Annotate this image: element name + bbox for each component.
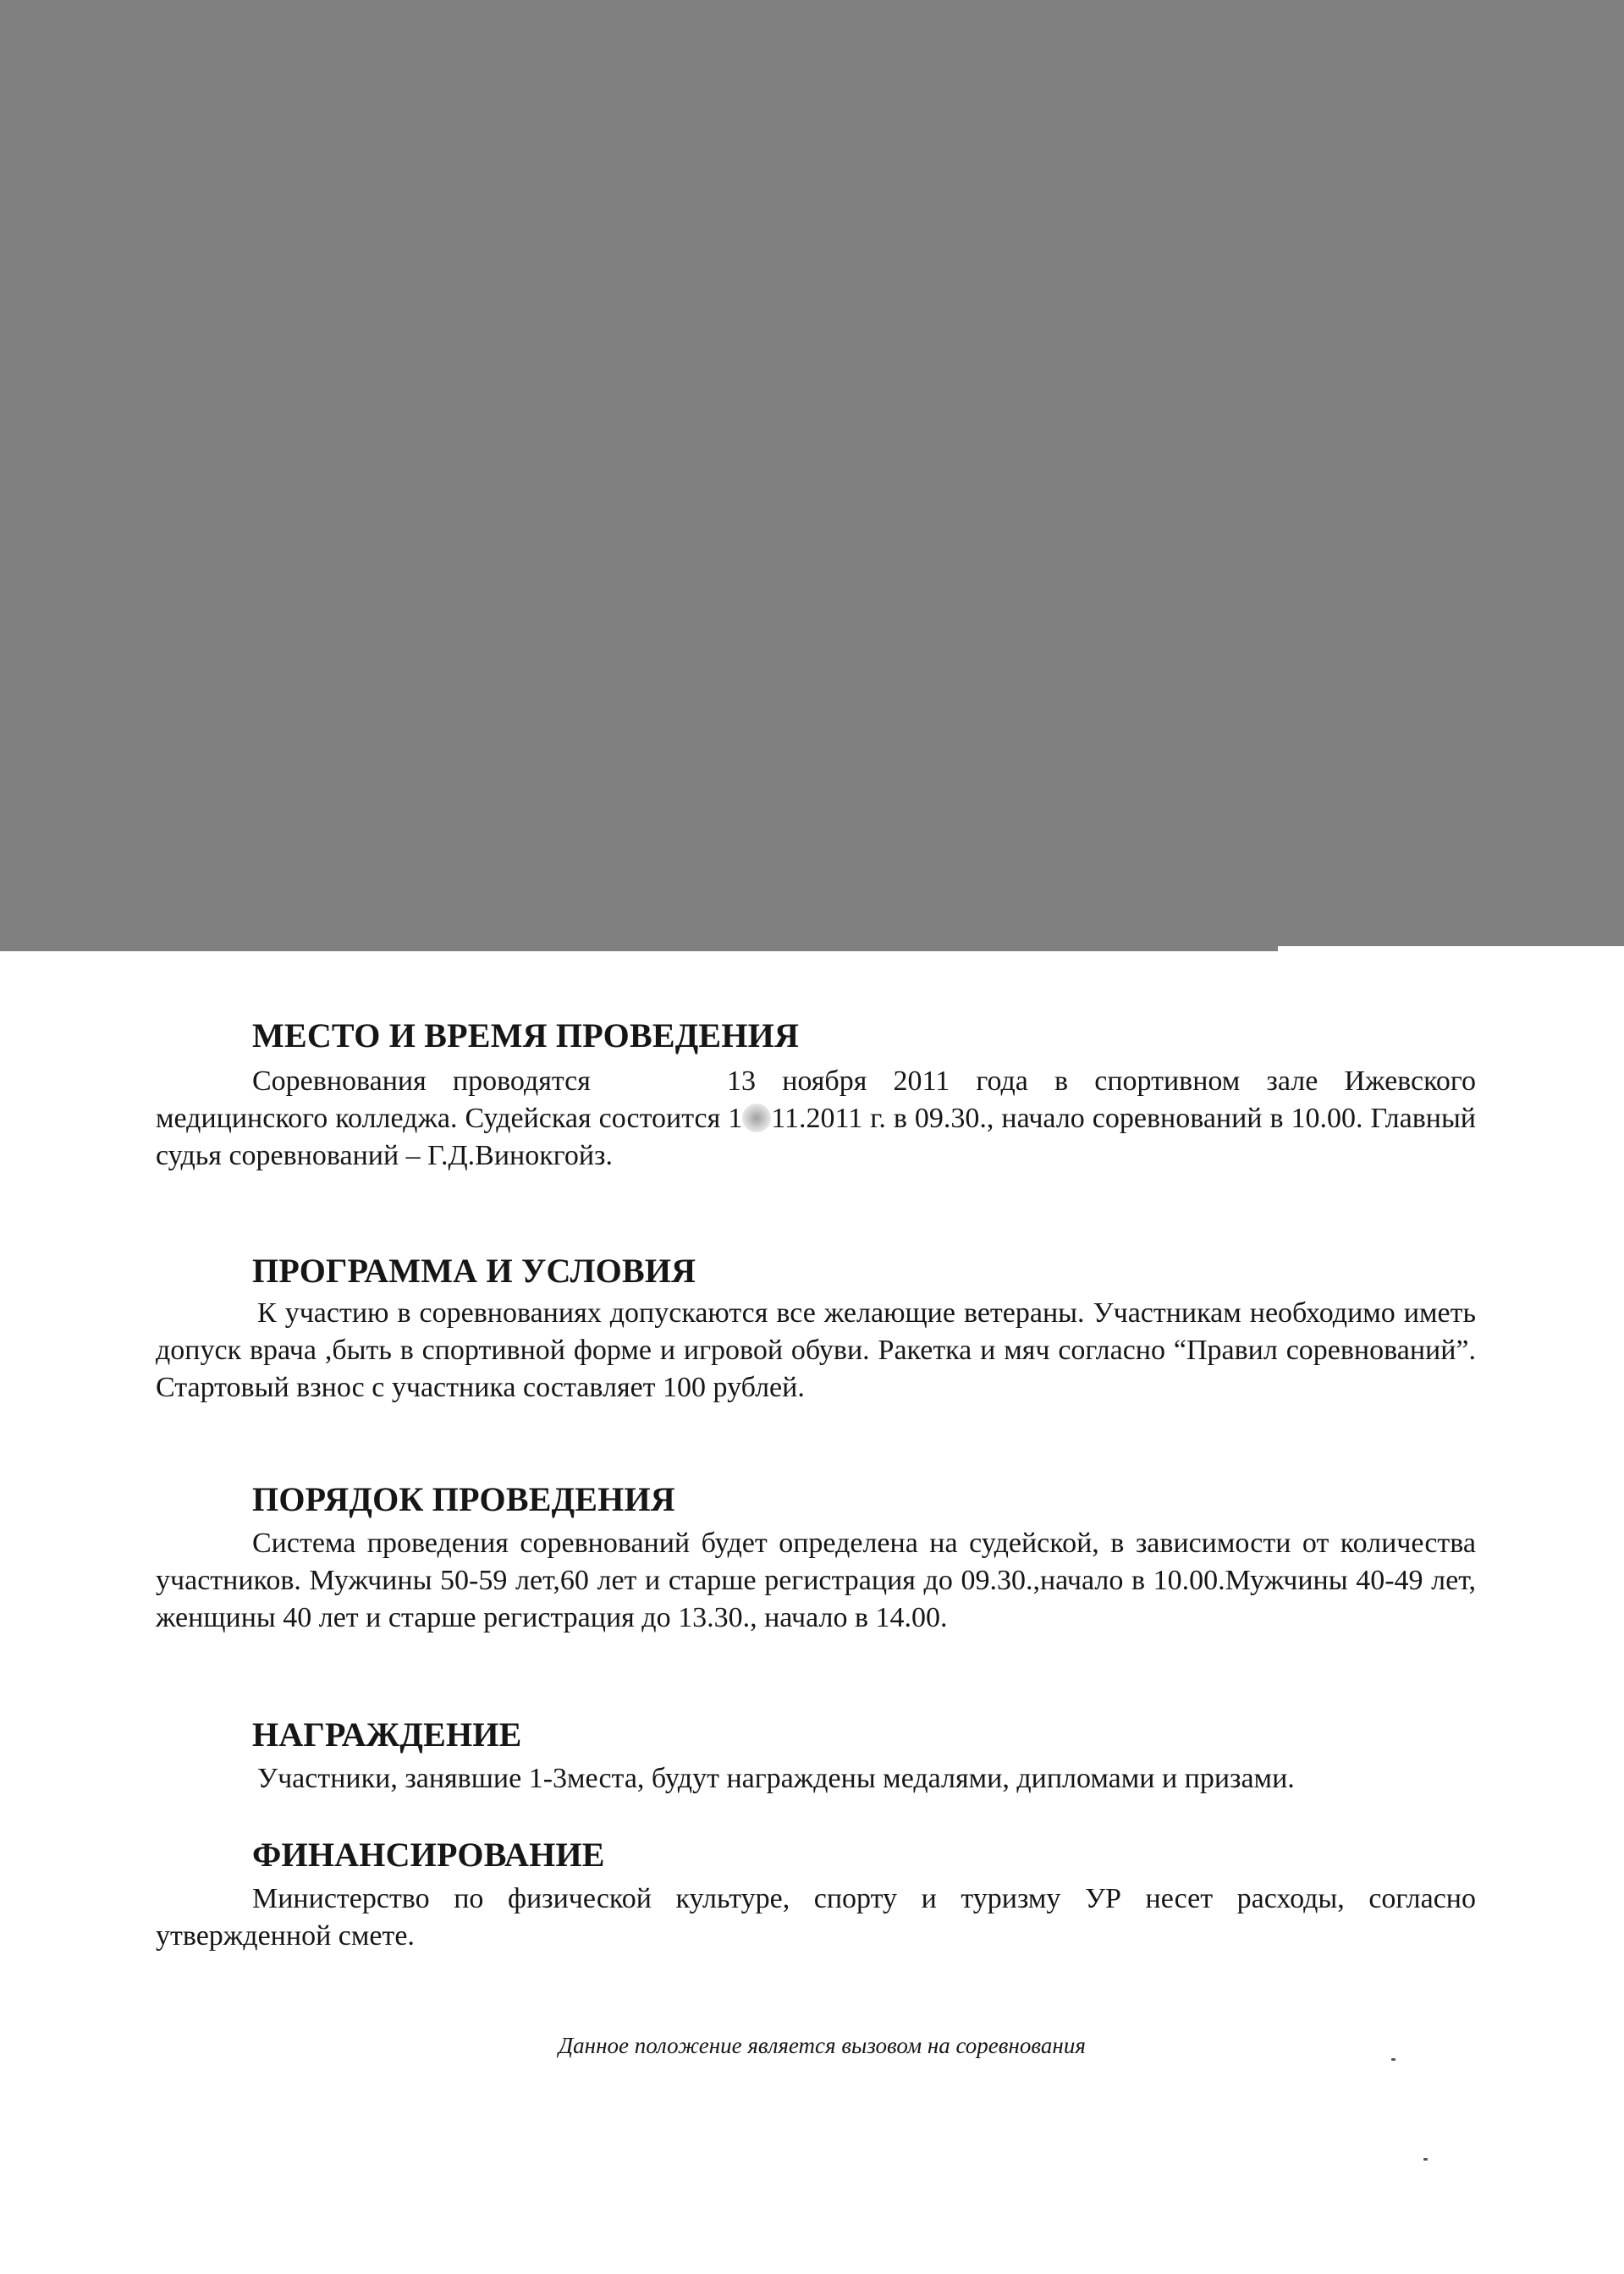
section-paragraph: Система проведения соревнований будет определена на судейской, в зависимости от количества участников. Мужчины 50-59 лет,60 лет и старше регистрация до 09.30.,начало в 10.00.Мужчины 40-49 лет, женщины 40 лет и старше регистрация до 13.30., начало в 14.00. [156, 1528, 1476, 1633]
section-paragraph: Участники, занявшие 1-3места, будут награждены медалями, дипломами и призами. [257, 1763, 1295, 1794]
scan-speck [1423, 2158, 1428, 2161]
section-heading: ФИНАНСИРОВАНИЕ [252, 1836, 605, 1874]
section-heading: ПРОГРАММА И УСЛОВИЯ [252, 1252, 696, 1290]
section-heading: НАГРАЖДЕНИЕ [252, 1715, 522, 1754]
section-paragraph: Министерство по физической культуре, спорту и туризму УР несет расходы, согласно утвержденной смете. [156, 1883, 1476, 1952]
redaction-edge [1278, 946, 1624, 951]
scan-speck [1391, 2058, 1396, 2061]
paragraph-text: Соревнования проводятся [252, 1065, 591, 1097]
ink-blot [742, 1104, 771, 1132]
paragraph-text: 11.2011 г. в 09.30., начало соревнований в 10.00. Главный судья соревнований – Г.Д.Винокгойз. [156, 1103, 1476, 1171]
redacted-area [0, 0, 1624, 951]
section-paragraph: К участию в соревнованиях допускаются все желающие ветераны. Участникам необходимо иметь допуск врача ,быть в спортивной форме и игровой обуви. Ракетка и мяч согласно “Правил соревнований”. Стартовый взнос с участника составляет 100 рублей. [156, 1297, 1476, 1403]
smudged-gap [591, 1075, 701, 1092]
paragraph-text: 13 ноября 2011 года в спортивном зале Ижевского медицинского колледжа. Судейская состоится 1 [156, 1065, 1476, 1134]
section-paragraph [156, 1063, 1476, 1175]
section-heading: ПОРЯДОК ПРОВЕДЕНИЯ [252, 1480, 675, 1518]
section-heading: МЕСТО И ВРЕМЯ ПРОВЕДЕНИЯ [252, 1016, 800, 1054]
footer-note: Данное положение является вызовом на соревнования [559, 2033, 1086, 2058]
